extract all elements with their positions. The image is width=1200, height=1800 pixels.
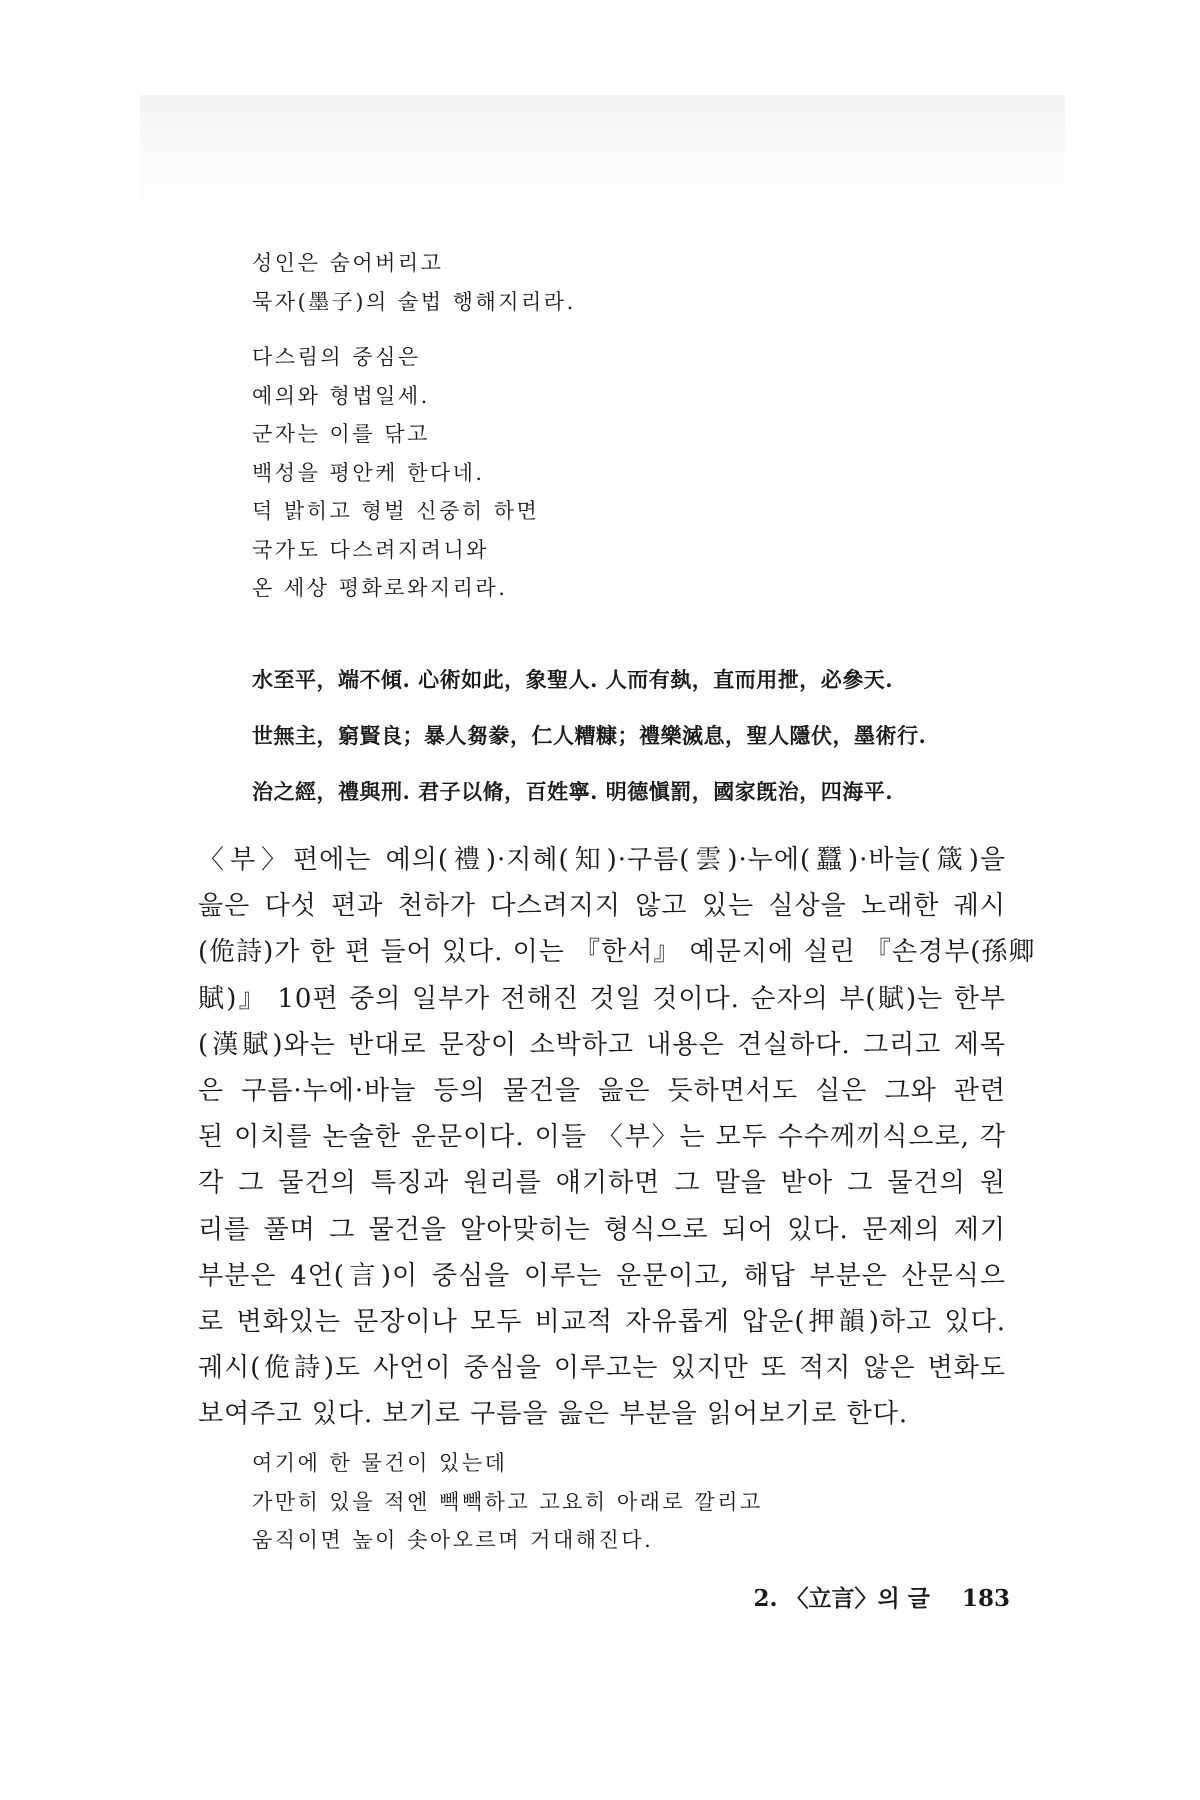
verse-line: 국가도 다스려지려니와 <box>252 537 490 562</box>
paragraph-line: 보여주고 있다. 보기로 구름을 읊은 부분을 읽어보기로 한다. <box>198 1399 909 1430</box>
hanja-line: 世無主，窮賢良；暴人芻豢，仁人糟糠；禮樂滅息，聖人隱伏，墨術行. <box>252 723 927 748</box>
verse-top <box>252 244 576 321</box>
paragraph-line: 리를 풀며 그 물건을 알아맞히는 형식으로 되어 있다. 문제의 제기 <box>198 1214 1006 1245</box>
paragraph-line: 각 그 물건의 특징과 원리를 얘기하면 그 말을 받아 그 물건의 원 <box>198 1168 1006 1199</box>
verse-line: 여기에 한 물건이 있는데 <box>252 1451 508 1475</box>
verse-line: 움직이면 높이 솟아오르며 거대해진다. <box>252 1528 654 1552</box>
verse-line: 가만히 있을 적엔 빽빽하고 고요히 아래로 깔리고 <box>252 1489 763 1514</box>
verse-line: 다스림의 중심은 <box>252 345 421 369</box>
paragraph-line: 된 이치를 논술한 운문이다. 이들 〈부〉는 모두 수수께끼식으로, 각 <box>198 1122 1006 1153</box>
paragraph-line: 부분은 4언(言)이 중심을 이루는 운문이고, 해답 부분은 산문식으 <box>198 1260 1006 1291</box>
verse-line: 성인은 숨어버리고 <box>252 251 444 275</box>
page-number: 183 <box>961 1585 1010 1612</box>
verse-line: 예의와 형법일세. <box>252 383 430 408</box>
paragraph-line: (漢賦)와는 반대로 문장이 소박하고 내용은 견실하다. 그리고 제목 <box>198 1029 1006 1060</box>
paragraph-line: 은 구름·누에·바늘 등의 물건을 읊은 듯하면서도 실은 그와 관련 <box>198 1076 1006 1107</box>
verse-line: 덕 밝히고 형벌 신중히 하면 <box>252 499 540 523</box>
hanja-line: 水至平，端不傾. 心術如此，象聖人. 人而有埶，直而用抴，必參天. <box>252 667 894 692</box>
verse-line: 백성을 평안케 한다네. <box>252 460 485 485</box>
paragraph-line: 〈부〉편에는 예의(禮)·지혜(知)·구름(雲)·누에(蠶)·바늘(箴)을 <box>198 845 1006 875</box>
classical-chinese-original <box>252 652 926 820</box>
paragraph-line: 賦)』 10편 중의 일부가 전해진 것일 것이다. 순자의 부(賦)는 한부 <box>198 983 1006 1014</box>
verse-line: 군자는 이를 닦고 <box>252 422 430 446</box>
paragraph-line: 궤시(佹詩)도 사언이 중심을 이루고는 있지만 또 적지 않은 변화도 <box>198 1353 1006 1384</box>
verse-line: 묵자(墨子)의 술법 행해지리라. <box>252 289 576 314</box>
hanja-line: 治之經，禮與刑. 君子以脩，百姓寧. 明德愼罰，國家旣治，四海平. <box>252 779 894 804</box>
page-footer <box>754 1580 1011 1613</box>
running-footer-section: 2. 〈立言〉의 글 <box>753 1585 930 1612</box>
verse-middle <box>252 338 539 608</box>
paragraph-line: 읊은 다섯 편과 천하가 다스려지지 않고 있는 실상을 노래한 궤시 <box>198 891 1006 922</box>
verse-line: 온 세상 평화로와지리라. <box>252 576 508 600</box>
paragraph-line: 로 변화있는 문장이나 모두 비교적 자유롭게 압운(押韻)하고 있다. <box>198 1307 1006 1338</box>
verse-bottom <box>252 1444 763 1560</box>
paragraph-line: (佹詩)가 한 편 들어 있다. 이는 『한서』 예문지에 실린 『손경부(孫卿 <box>198 937 1036 968</box>
body-paragraph <box>198 837 1036 1438</box>
